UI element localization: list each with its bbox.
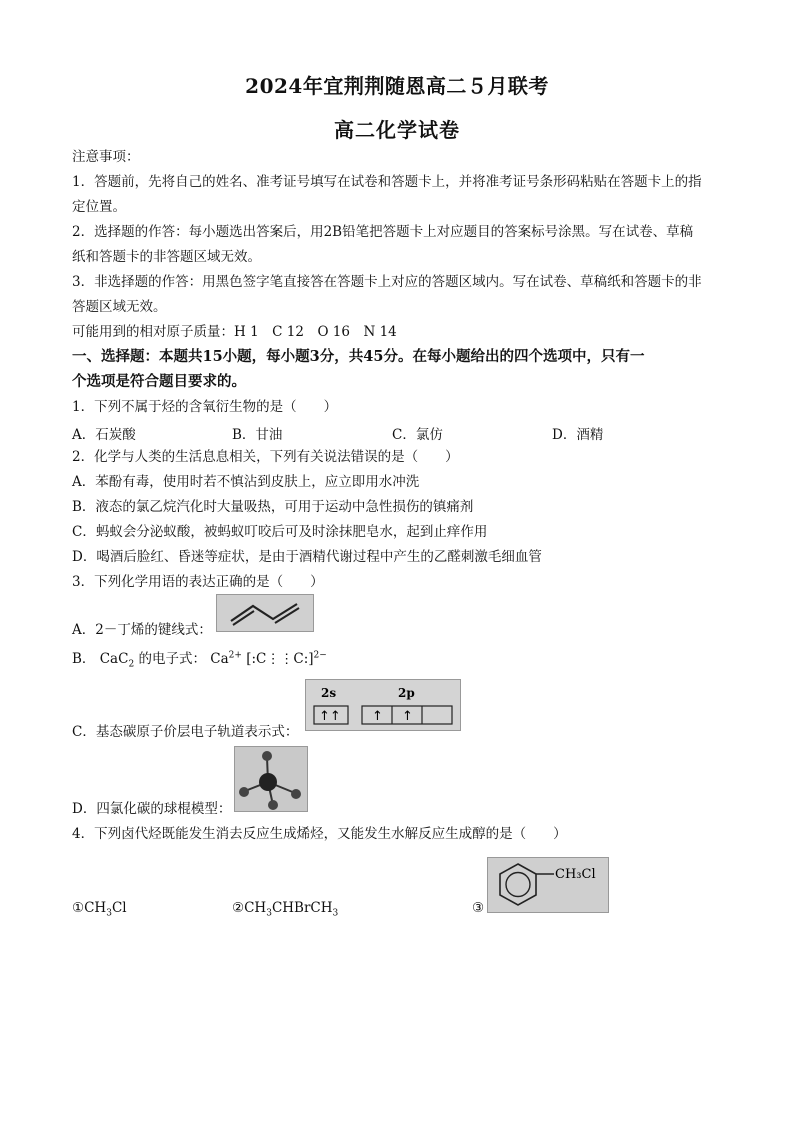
q3-b-anion: [:C⋮⋮C:] <box>246 651 314 667</box>
q3-b-sub: 2 <box>128 659 135 670</box>
orbital-2p-arrow-2: ↑ <box>402 709 413 724</box>
butene-skeletal-image <box>216 594 314 632</box>
q4-stem: 4．下列卤代烃既能发生消去反应生成烯烃，又能发生水解反应生成醇的是（ ） <box>72 826 567 842</box>
q1-option-d: D．酒精 <box>552 427 604 443</box>
orbital-diagram <box>306 680 460 730</box>
q4-o2-mid: CHBrCH <box>271 900 333 916</box>
q2-option-b: B．液态的氯乙烷汽化时大量吸热，可用于运动中急性损伤的镇痛剂 <box>72 499 474 515</box>
notes-heading: 注意事项： <box>72 149 140 165</box>
note-1a: 1．答题前，先将自己的姓名、准考证号填写在试卷和答题卡上，并将准考证号条形码粘贴在答题卡上的指 <box>72 174 702 190</box>
q3-b-ion-sup: 2+ <box>228 650 242 661</box>
chlorine-atom-3 <box>268 800 278 810</box>
butene-skeletal-icon <box>217 595 313 631</box>
q1-option-c: C．氯仿 <box>392 427 443 443</box>
orbital-diagram-image <box>305 679 461 731</box>
q3-b-ion: Ca <box>210 651 229 667</box>
q3-stem: 3．下列化学用语的表达正确的是（ ） <box>72 574 324 590</box>
atomic-masses: 可能用到的相对原子质量：H 1 C 12 O 16 N 14 <box>72 324 397 340</box>
orbital-2p-label: 2p <box>398 686 415 700</box>
q4-o1-sub: 3 <box>106 908 112 919</box>
q1-option-b: B．甘油 <box>232 427 283 443</box>
benzyl-chloride-structure <box>488 858 608 912</box>
q3-option-c: C．基态碳原子价层电子轨道表示式： <box>72 724 299 740</box>
note-3b: 答题区域无效。 <box>72 299 167 315</box>
q4-o2-sub1: 3 <box>266 908 272 919</box>
ccl4-ball-stick-model <box>235 747 307 811</box>
q4-option-1 <box>72 900 127 919</box>
note-1b: 定位置。 <box>72 199 126 215</box>
ccl4-ball-stick-image <box>234 746 308 812</box>
section-heading-a: 一、选择题：本题共15小题，每小题3分，共45分。在每小题给出的四个选项中，只有一 <box>72 348 645 365</box>
q3-option-d: D．四氯化碳的球棍模型： <box>72 801 232 817</box>
q2-option-d: D．喝酒后脸红、昏迷等症状，是由于酒精代谢过程中产生的乙醛刺激毛细血管 <box>72 549 542 565</box>
ch2cl-label: CH₃Cl <box>555 867 596 882</box>
section-heading-b: 个选项是符合题目要求的。 <box>72 373 246 390</box>
q2-option-a: A．苯酚有毒，使用时若不慎沾到皮肤上，应立即用水冲洗 <box>72 474 420 490</box>
orbital-2s-arrows: ↑↑ <box>319 709 341 724</box>
q4-option-3: ③ <box>472 900 485 916</box>
note-2b: 纸和答题卡的非答题区域无效。 <box>72 249 261 265</box>
exam-title: 2024年宜荆荆随恩高二５月联考 <box>245 74 549 98</box>
chlorine-atom-2 <box>239 787 249 797</box>
orbital-2p-arrow-1: ↑ <box>372 709 383 724</box>
benzyl-chloride-image <box>487 857 609 913</box>
q4-option-2 <box>232 900 338 919</box>
q3-b-anion-sup: 2− <box>313 650 327 661</box>
q2-option-c: C．蚂蚁会分泌蚁酸，被蚂蚁叮咬后可及时涂抹肥皂水，起到止痒作用 <box>72 524 488 540</box>
carbon-atom <box>259 773 277 791</box>
chlorine-atom-4 <box>291 789 301 799</box>
q3-b-formula: CaC <box>99 651 129 667</box>
q4-o2-prefix: ②CH <box>232 900 267 916</box>
q3-option-b <box>72 647 327 670</box>
note-3a: 3．非选择题的作答：用黑色签字笔直接答在答题卡上对应的答题区域内。写在试卷、草稿纸和答题卡的非 <box>72 274 702 290</box>
q3-option-a: A．2－丁烯的键线式： <box>72 622 212 638</box>
q1-option-a: A．石炭酸 <box>72 427 136 443</box>
q2-stem: 2．化学与人类的生活息息相关，下列有关说法错误的是（ ） <box>72 449 459 465</box>
chlorine-atom-1 <box>262 751 272 761</box>
q3-b-prefix: B． <box>72 651 96 667</box>
q1-stem: 1．下列不属于烃的含氧衍生物的是（ ） <box>72 399 338 415</box>
q4-o1-prefix: ①CH <box>72 900 107 916</box>
orbital-2s-label: 2s <box>321 686 337 700</box>
q3-b-mid: 的电子式： <box>138 651 206 667</box>
q4-o2-sub2: 3 <box>332 908 339 919</box>
q4-o1-suffix: Cl <box>111 900 127 916</box>
note-2a: 2．选择题的作答：每小题选出答案后，用2B铅笔把答题卡上对应题目的答案标号涂黑。写在试卷、草稿 <box>72 224 694 240</box>
exam-subtitle: 高二化学试卷 <box>334 118 460 142</box>
